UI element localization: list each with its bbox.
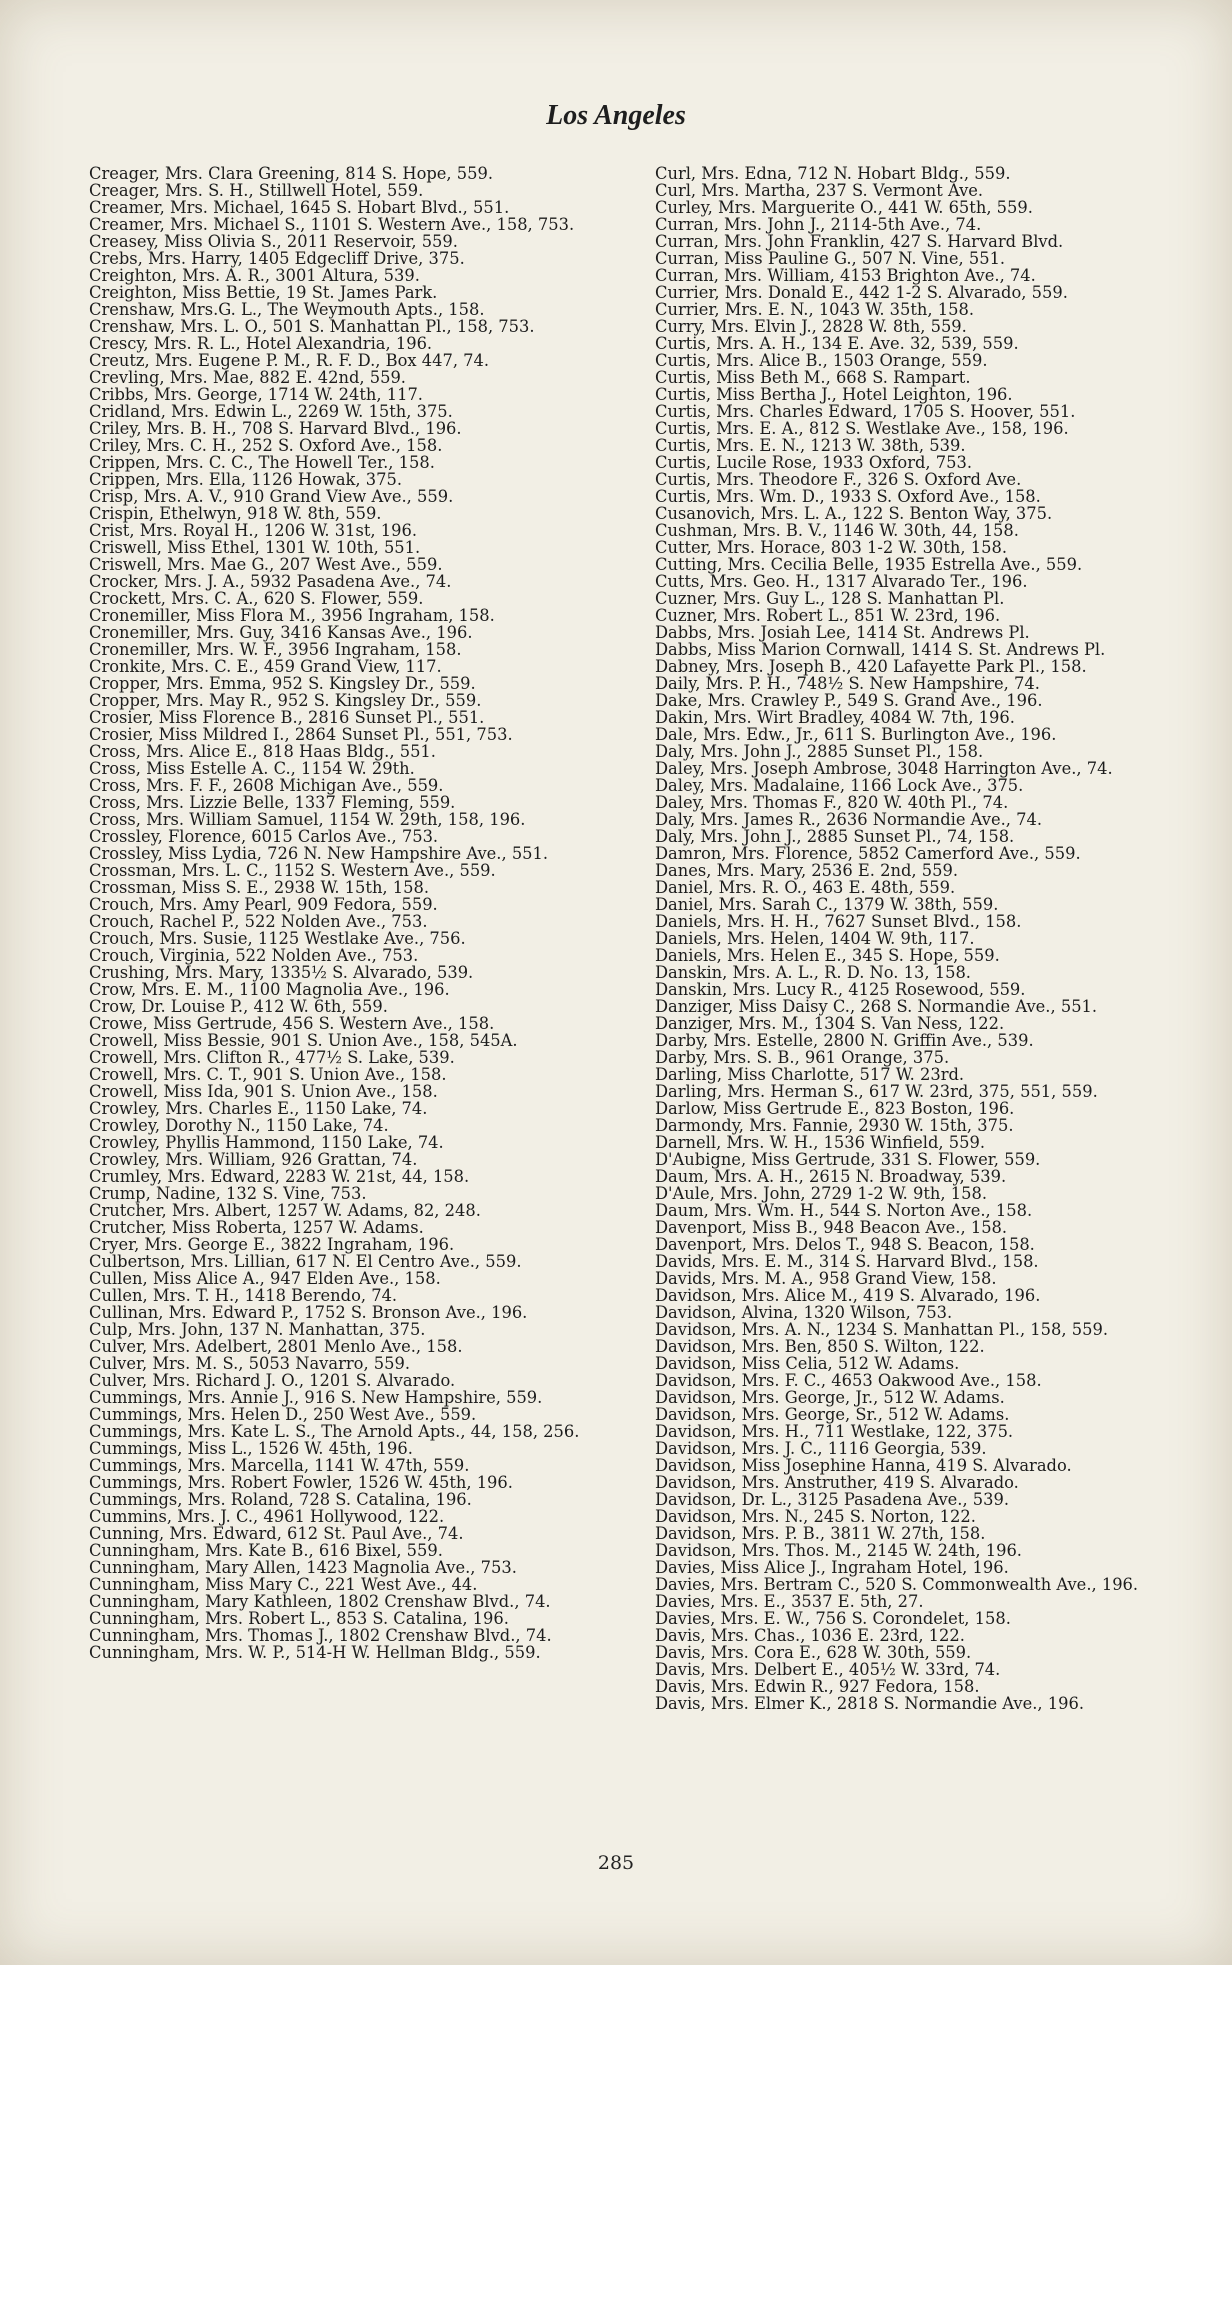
directory-entry: Cross, Mrs. Lizzie Belle, 1337 Fleming, 559.	[89, 793, 456, 812]
directory-entry: Davidson, Mrs. Ben, 850 S. Wilton, 122.	[655, 1337, 985, 1356]
directory-entry: Curry, Mrs. Elvin J., 2828 W. 8th, 559.	[655, 317, 967, 336]
directory-entry: Davis, Mrs. Elmer K., 2818 S. Normandie Ave., 196.	[655, 1694, 1084, 1713]
directory-entry: Damron, Mrs. Florence, 5852 Camerford Ave., 559.	[655, 844, 1081, 863]
directory-entry: Davies, Miss Alice J., Ingraham Hotel, 196.	[655, 1558, 1009, 1577]
directory-entry: Cummings, Miss L., 1526 W. 45th, 196.	[89, 1439, 413, 1458]
directory-entry: Danskin, Mrs. Lucy R., 4125 Rosewood, 559.	[655, 980, 1026, 999]
directory-entry: Curtis, Miss Beth M., 668 S. Rampart.	[655, 368, 971, 387]
directory-entry: Curtis, Mrs. Wm. D., 1933 S. Oxford Ave., 158.	[655, 487, 1041, 506]
directory-entry: Cullen, Mrs. T. H., 1418 Berendo, 74.	[89, 1286, 398, 1305]
directory-entry: Davidson, Mrs. George, Sr., 512 W. Adams.	[655, 1405, 1010, 1424]
directory-entry: Davidson, Mrs. P. B., 3811 W. 27th, 158.	[655, 1524, 986, 1543]
directory-entry: Crenshaw, Mrs.G. L., The Weymouth Apts., 158.	[89, 300, 485, 319]
directory-entry: Daniel, Mrs. R. O., 463 E. 48th, 559.	[655, 878, 956, 897]
directory-entry: Cunningham, Mary Allen, 1423 Magnolia Ave., 753.	[89, 1558, 517, 1577]
directory-entry: Daly, Mrs. John J., 2885 Sunset Pl., 74, 158.	[655, 827, 1015, 846]
directory-entry: Cronkite, Mrs. C. E., 459 Grand View, 117.	[89, 657, 442, 676]
directory-entry: Creighton, Mrs. A. R., 3001 Altura, 539.	[89, 266, 420, 285]
directory-entry: Crossman, Mrs. L. C., 1152 S. Western Ave., 559.	[89, 861, 496, 880]
directory-entry: Danskin, Mrs. A. L., R. D. No. 13, 158.	[655, 963, 971, 982]
left-column	[89, 165, 654, 1661]
directory-entry: Crow, Dr. Louise P., 412 W. 6th, 559.	[89, 997, 388, 1016]
directory-entry: Davies, Mrs. E., 3537 E. 5th, 27.	[655, 1592, 924, 1611]
directory-entry: Crippen, Mrs. C. C., The Howell Ter., 158.	[89, 453, 435, 472]
directory-entry: Cridland, Mrs. Edwin L., 2269 W. 15th, 375.	[89, 402, 453, 421]
page-title: Los Angeles	[546, 100, 686, 131]
directory-entry: Crouch, Mrs. Susie, 1125 Westlake Ave., 756.	[89, 929, 466, 948]
directory-entry: Dakin, Mrs. Wirt Bradley, 4084 W. 7th, 196.	[655, 708, 1015, 727]
directory-entry: Criswell, Miss Ethel, 1301 W. 10th, 551.	[89, 538, 421, 557]
directory-entry: Davis, Mrs. Edwin R., 927 Fedora, 158.	[655, 1677, 980, 1696]
directory-entry: Crippen, Mrs. Ella, 1126 Howak, 375.	[89, 470, 403, 489]
directory-entry: Culver, Mrs. Adelbert, 2801 Menlo Ave., 158.	[89, 1337, 463, 1356]
directory-entry: Cunningham, Miss Mary C., 221 West Ave., 44.	[89, 1575, 478, 1594]
directory-entry: Crossley, Miss Lydia, 726 N. New Hampshire Ave., 551.	[89, 844, 549, 863]
directory-entry: Davenport, Miss B., 948 Beacon Ave., 158.	[655, 1218, 1008, 1237]
directory-entry: Davis, Mrs. Cora E., 628 W. 30th, 559.	[655, 1643, 972, 1662]
directory-entry: Daniels, Mrs. H. H., 7627 Sunset Blvd., 158.	[655, 912, 1022, 931]
directory-entry: Crebs, Mrs. Harry, 1405 Edgecliff Drive, 375.	[89, 249, 465, 268]
directory-entry: Curtis, Miss Bertha J., Hotel Leighton, 196.	[655, 385, 1013, 404]
directory-entry: Darmondy, Mrs. Fannie, 2930 W. 15th, 375.	[655, 1116, 1014, 1135]
directory-entry: Danziger, Miss Daisy C., 268 S. Normandie Ave., 551.	[655, 997, 1098, 1016]
directory-entry: Curtis, Mrs. E. A., 812 S. Westlake Ave., 158, 196.	[655, 419, 1069, 438]
directory-entry: Cullen, Miss Alice A., 947 Elden Ave., 158.	[89, 1269, 441, 1288]
directory-entry: Davidson, Mrs. A. N., 1234 S. Manhattan Pl., 158, 559.	[655, 1320, 1108, 1339]
directory-entry: Davids, Mrs. M. A., 958 Grand View, 158.	[655, 1269, 997, 1288]
directory-entry: Criley, Mrs. C. H., 252 S. Oxford Ave., 158.	[89, 436, 443, 455]
directory-entry: Dake, Mrs. Crawley P., 549 S. Grand Ave., 196.	[655, 691, 1043, 710]
directory-entry: Crowe, Miss Gertrude, 456 S. Western Ave., 158.	[89, 1014, 495, 1033]
directory-entry: Crossley, Florence, 6015 Carlos Ave., 753.	[89, 827, 439, 846]
directory-entry: Curran, Miss Pauline G., 507 N. Vine, 551.	[655, 249, 1006, 268]
directory-entry: Cross, Mrs. F. F., 2608 Michigan Ave., 559.	[89, 776, 444, 795]
directory-entry: Cunningham, Mrs. W. P., 514-H W. Hellman Bldg., 559.	[89, 1643, 541, 1662]
directory-entry: Davidson, Mrs. Thos. M., 2145 W. 24th, 196.	[655, 1541, 1022, 1560]
directory-entry: D'Aubigne, Miss Gertrude, 331 S. Flower, 559.	[655, 1150, 1041, 1169]
directory-entry: Criswell, Mrs. Mae G., 207 West Ave., 559.	[89, 555, 443, 574]
directory-entry: Curran, Mrs. William, 4153 Brighton Ave., 74.	[655, 266, 1036, 285]
directory-entry: Davidson, Mrs. Anstruther, 419 S. Alvarado.	[655, 1473, 1019, 1492]
directory-entry: Dabbs, Mrs. Josiah Lee, 1414 St. Andrews Pl.	[655, 623, 1030, 642]
directory-entry: Cutter, Mrs. Horace, 803 1-2 W. 30th, 158.	[655, 538, 1007, 557]
directory-entry: Creutz, Mrs. Eugene P. M., R. F. D., Box 447, 74.	[89, 351, 490, 370]
directory-entry: Darnell, Mrs. W. H., 1536 Winfield, 559.	[655, 1133, 986, 1152]
directory-entry: Cushman, Mrs. B. V., 1146 W. 30th, 44, 158.	[655, 521, 1019, 540]
directory-entry: Creamer, Mrs. Michael, 1645 S. Hobart Blvd., 551.	[89, 198, 510, 217]
directory-entry: Cronemiller, Mrs. Guy, 3416 Kansas Ave., 196.	[89, 623, 473, 642]
directory-entry: Creamer, Mrs. Michael S., 1101 S. Western Ave., 158, 753.	[89, 215, 575, 234]
directory-entry: Davids, Mrs. E. M., 314 S. Harvard Blvd., 158.	[655, 1252, 1039, 1271]
directory-entry: Creighton, Miss Bettie, 19 St. James Park.	[89, 283, 438, 302]
directory-entry: Crumley, Mrs. Edward, 2283 W. 21st, 44, 158.	[89, 1167, 470, 1186]
directory-entry: Crescy, Mrs. R. L., Hotel Alexandria, 196.	[89, 334, 433, 353]
directory-entry: Davidson, Mrs. H., 711 Westlake, 122, 375.	[655, 1422, 1014, 1441]
directory-entry: Davidson, Mrs. J. C., 1116 Georgia, 539.	[655, 1439, 987, 1458]
directory-entry: Darling, Miss Charlotte, 517 W. 23rd.	[655, 1065, 965, 1084]
directory-entry: Cummings, Mrs. Kate L. S., The Arnold Apts., 44, 158, 256.	[89, 1422, 580, 1441]
directory-entry: Daniels, Mrs. Helen E., 345 S. Hope, 559.	[655, 946, 1000, 965]
directory-entry: Daly, Mrs. John J., 2885 Sunset Pl., 158.	[655, 742, 984, 761]
directory-entry: Currier, Mrs. Donald E., 442 1-2 S. Alvarado, 559.	[655, 283, 1068, 302]
directory-entry: Creasey, Miss Olivia S., 2011 Reservoir, 559.	[89, 232, 458, 251]
directory-entry: Daley, Mrs. Joseph Ambrose, 3048 Harrington Ave., 74.	[655, 759, 1113, 778]
directory-entry: Davidson, Mrs. F. C., 4653 Oakwood Ave., 158.	[655, 1371, 1042, 1390]
directory-entry: Currier, Mrs. E. N., 1043 W. 35th, 158.	[655, 300, 975, 319]
directory-entry: Darlow, Miss Gertrude E., 823 Boston, 196.	[655, 1099, 1015, 1118]
directory-entry: Davidson, Mrs. George, Jr., 512 W. Adams.	[655, 1388, 1005, 1407]
directory-entry: Daley, Mrs. Thomas F., 820 W. 40th Pl., 74.	[655, 793, 1009, 812]
directory-entry: Cutts, Mrs. Geo. H., 1317 Alvarado Ter., 196.	[655, 572, 1028, 591]
directory-entry: Davidson, Miss Celia, 512 W. Adams.	[655, 1354, 960, 1373]
directory-entry: Crocker, Mrs. J. A., 5932 Pasadena Ave., 74.	[89, 572, 452, 591]
directory-entry: Creager, Mrs. S. H., Stillwell Hotel, 559.	[89, 181, 424, 200]
directory-entry: Davidson, Mrs. N., 245 S. Norton, 122.	[655, 1507, 976, 1526]
directory-entry: Cutting, Mrs. Cecilia Belle, 1935 Estrella Ave., 559.	[655, 555, 1083, 574]
directory-entry: Cummings, Mrs. Robert Fowler, 1526 W. 45th, 196.	[89, 1473, 513, 1492]
directory-entry: Cropper, Mrs. May R., 952 S. Kingsley Dr., 559.	[89, 691, 482, 710]
directory-entry: Dabney, Mrs. Joseph B., 420 Lafayette Park Pl., 158.	[655, 657, 1087, 676]
directory-entry: Curtis, Mrs. A. H., 134 E. Ave. 32, 539, 559.	[655, 334, 1019, 353]
directory-entry: Cummings, Mrs. Marcella, 1141 W. 47th, 559.	[89, 1456, 470, 1475]
directory-entry: Culp, Mrs. John, 137 N. Manhattan, 375.	[89, 1320, 426, 1339]
directory-entry: Cunning, Mrs. Edward, 612 St. Paul Ave., 74.	[89, 1524, 464, 1543]
directory-entry: Curl, Mrs. Martha, 237 S. Vermont Ave.	[655, 181, 984, 200]
directory-entry: Danziger, Mrs. M., 1304 S. Van Ness, 122.	[655, 1014, 1005, 1033]
directory-entry: Crowley, Mrs. William, 926 Grattan, 74.	[89, 1150, 418, 1169]
directory-entry: Culver, Mrs. Richard J. O., 1201 S. Alvarado.	[89, 1371, 456, 1390]
directory-entry: Crump, Nadine, 132 S. Vine, 753.	[89, 1184, 367, 1203]
directory-entry: Cummings, Mrs. Helen D., 250 West Ave., 559.	[89, 1405, 477, 1424]
directory-entry: Curtis, Mrs. Alice B., 1503 Orange, 559.	[655, 351, 988, 370]
directory-entry: Crist, Mrs. Royal H., 1206 W. 31st, 196.	[89, 521, 417, 540]
directory-entry: Curtis, Mrs. E. N., 1213 W. 38th, 539.	[655, 436, 966, 455]
directory-entry: Cropper, Mrs. Emma, 952 S. Kingsley Dr., 559.	[89, 674, 476, 693]
directory-entry: Davidson, Alvina, 1320 Wilson, 753.	[655, 1303, 953, 1322]
directory-entry: Curley, Mrs. Marguerite O., 441 W. 65th, 559.	[655, 198, 1033, 217]
directory-entry: Crossman, Miss S. E., 2938 W. 15th, 158.	[89, 878, 430, 897]
directory-entry: Davis, Mrs. Chas., 1036 E. 23rd, 122.	[655, 1626, 965, 1645]
directory-entry: Crowley, Dorothy N., 1150 Lake, 74.	[89, 1116, 389, 1135]
directory-entry: Curtis, Lucile Rose, 1933 Oxford, 753.	[655, 453, 972, 472]
directory-entry: Crowell, Mrs. C. T., 901 S. Union Ave., 158.	[89, 1065, 447, 1084]
directory-entry: Crosier, Miss Florence B., 2816 Sunset Pl., 551.	[89, 708, 485, 727]
directory-entry: Darby, Mrs. S. B., 961 Orange, 375.	[655, 1048, 950, 1067]
directory-entry: Daley, Mrs. Madalaine, 1166 Lock Ave., 375.	[655, 776, 1024, 795]
directory-entry: Davidson, Miss Josephine Hanna, 419 S. Alvarado.	[655, 1456, 1072, 1475]
directory-entry: Cummings, Mrs. Annie J., 916 S. New Hampshire, 559.	[89, 1388, 543, 1407]
directory-entry: Cronemiller, Miss Flora M., 3956 Ingraham, 158.	[89, 606, 495, 625]
directory-entry: Daum, Mrs. A. H., 2615 N. Broadway, 539.	[655, 1167, 1007, 1186]
directory-entry: Crowell, Miss Bessie, 901 S. Union Ave., 158, 545A.	[89, 1031, 518, 1050]
directory-entry: Cunningham, Mrs. Kate B., 616 Bixel, 559.	[89, 1541, 443, 1560]
directory-entry: Criley, Mrs. B. H., 708 S. Harvard Blvd., 196.	[89, 419, 462, 438]
directory-entry: Daniels, Mrs. Helen, 1404 W. 9th, 117.	[655, 929, 975, 948]
directory-entry: Crowley, Mrs. Charles E., 1150 Lake, 74.	[89, 1099, 428, 1118]
directory-entry: Daum, Mrs. Wm. H., 544 S. Norton Ave., 158.	[655, 1201, 1033, 1220]
directory-entry: Davidson, Mrs. Alice M., 419 S. Alvarado, 196.	[655, 1286, 1041, 1305]
directory-entry: Cummins, Mrs. J. C., 4961 Hollywood, 122.	[89, 1507, 445, 1526]
directory-entry: Cusanovich, Mrs. L. A., 122 S. Benton Way, 375.	[655, 504, 1053, 523]
directory-entry: Danes, Mrs. Mary, 2536 E. 2nd, 559.	[655, 861, 959, 880]
directory-entry: Davies, Mrs. Bertram C., 520 S. Commonwealth Ave., 196.	[655, 1575, 1139, 1594]
directory-entry: Cunningham, Mary Kathleen, 1802 Crenshaw Blvd., 74.	[89, 1592, 551, 1611]
directory-entry: Curl, Mrs. Edna, 712 N. Hobart Bldg., 559.	[655, 164, 1011, 183]
directory-entry: D'Aule, Mrs. John, 2729 1-2 W. 9th, 158.	[655, 1184, 988, 1203]
directory-entry: Crow, Mrs. E. M., 1100 Magnolia Ave., 196.	[89, 980, 450, 999]
directory-entry: Daly, Mrs. James R., 2636 Normandie Ave., 74.	[655, 810, 1042, 829]
directory-entry: Crockett, Mrs. C. A., 620 S. Flower, 559.	[89, 589, 424, 608]
directory-entry: Curtis, Mrs. Theodore F., 326 S. Oxford Ave.	[655, 470, 1022, 489]
directory-entry: Crispin, Ethelwyn, 918 W. 8th, 559.	[89, 504, 382, 523]
directory-entry: Crowell, Mrs. Clifton R., 477½ S. Lake, 539.	[89, 1048, 455, 1067]
directory-entry: Curran, Mrs. John J., 2114-5th Ave., 74.	[655, 215, 982, 234]
directory-entry: Cronemiller, Mrs. W. F., 3956 Ingraham, 158.	[89, 640, 462, 659]
directory-entry: Crevling, Mrs. Mae, 882 E. 42nd, 559.	[89, 368, 406, 387]
directory-entry: Crutcher, Mrs. Albert, 1257 W. Adams, 82, 248.	[89, 1201, 481, 1220]
directory-entry: Cuzner, Mrs. Robert L., 851 W. 23rd, 196.	[655, 606, 1001, 625]
directory-entry: Culbertson, Mrs. Lillian, 617 N. El Centro Ave., 559.	[89, 1252, 522, 1271]
blank-background	[0, 1965, 1232, 2301]
directory-entry: Davis, Mrs. Delbert E., 405½ W. 33rd, 74.	[655, 1660, 1001, 1679]
directory-entry: Crowley, Phyllis Hammond, 1150 Lake, 74.	[89, 1133, 444, 1152]
directory-entry: Crutcher, Miss Roberta, 1257 W. Adams.	[89, 1218, 424, 1237]
directory-entry: Creager, Mrs. Clara Greening, 814 S. Hope, 559.	[89, 164, 494, 183]
directory-entry: Cross, Miss Estelle A. C., 1154 W. 29th.	[89, 759, 415, 778]
directory-entry: Daniel, Mrs. Sarah C., 1379 W. 38th, 559.	[655, 895, 999, 914]
directory-entry: Crosier, Miss Mildred I., 2864 Sunset Pl., 551, 753.	[89, 725, 513, 744]
directory-entry: Crowell, Miss Ida, 901 S. Union Ave., 158.	[89, 1082, 438, 1101]
directory-entry: Cross, Mrs. William Samuel, 1154 W. 29th, 158, 196.	[89, 810, 526, 829]
directory-entry: Daily, Mrs. P. H., 748½ S. New Hampshire, 74.	[655, 674, 1040, 693]
directory-entry: Cryer, Mrs. George E., 3822 Ingraham, 196.	[89, 1235, 455, 1254]
directory-entry: Cribbs, Mrs. George, 1714 W. 24th, 117.	[89, 385, 423, 404]
directory-entry: Curran, Mrs. John Franklin, 427 S. Harvard Blvd.	[655, 232, 1064, 251]
directory-entry: Cross, Mrs. Alice E., 818 Haas Bldg., 551.	[89, 742, 436, 761]
directory-entry: Cuzner, Mrs. Guy L., 128 S. Manhattan Pl.	[655, 589, 1005, 608]
directory-entry: Darling, Mrs. Herman S., 617 W. 23rd, 375, 551, 559.	[655, 1082, 1098, 1101]
directory-entry: Crushing, Mrs. Mary, 1335½ S. Alvarado, 539.	[89, 963, 474, 982]
directory-entry: Crouch, Virginia, 522 Nolden Ave., 753.	[89, 946, 419, 965]
directory-entry: Darby, Mrs. Estelle, 2800 N. Griffin Ave., 539.	[655, 1031, 1034, 1050]
directory-entry: Curtis, Mrs. Charles Edward, 1705 S. Hoover, 551.	[655, 402, 1076, 421]
directory-entry: Davies, Mrs. E. W., 756 S. Corondelet, 158.	[655, 1609, 1011, 1628]
right-column	[655, 165, 1220, 1712]
directory-entry: Crouch, Mrs. Amy Pearl, 909 Fedora, 559.	[89, 895, 438, 914]
directory-entry: Cunningham, Mrs. Thomas J., 1802 Crenshaw Blvd., 74.	[89, 1626, 552, 1645]
directory-entry: Crisp, Mrs. A. V., 910 Grand View Ave., 559.	[89, 487, 454, 506]
directory-entry: Dabbs, Miss Marion Cornwall, 1414 S. St. Andrews Pl.	[655, 640, 1106, 659]
directory-entry: Davidson, Dr. L., 3125 Pasadena Ave., 539.	[655, 1490, 1010, 1509]
directory-entry: Culver, Mrs. M. S., 5053 Navarro, 559.	[89, 1354, 411, 1373]
page-number: 285	[597, 1852, 635, 1874]
directory-entry: Crouch, Rachel P., 522 Nolden Ave., 753.	[89, 912, 428, 931]
directory-entry: Cullinan, Mrs. Edward P., 1752 S. Bronson Ave., 196.	[89, 1303, 528, 1322]
directory-entry: Crenshaw, Mrs. L. O., 501 S. Manhattan Pl., 158, 753.	[89, 317, 535, 336]
directory-entry: Cummings, Mrs. Roland, 728 S. Catalina, 196.	[89, 1490, 472, 1509]
directory-entry: Davenport, Mrs. Delos T., 948 S. Beacon, 158.	[655, 1235, 1035, 1254]
directory-entry: Dale, Mrs. Edw., Jr., 611 S. Burlington Ave., 196.	[655, 725, 1057, 744]
directory-entry: Cunningham, Mrs. Robert L., 853 S. Catalina, 196.	[89, 1609, 509, 1628]
